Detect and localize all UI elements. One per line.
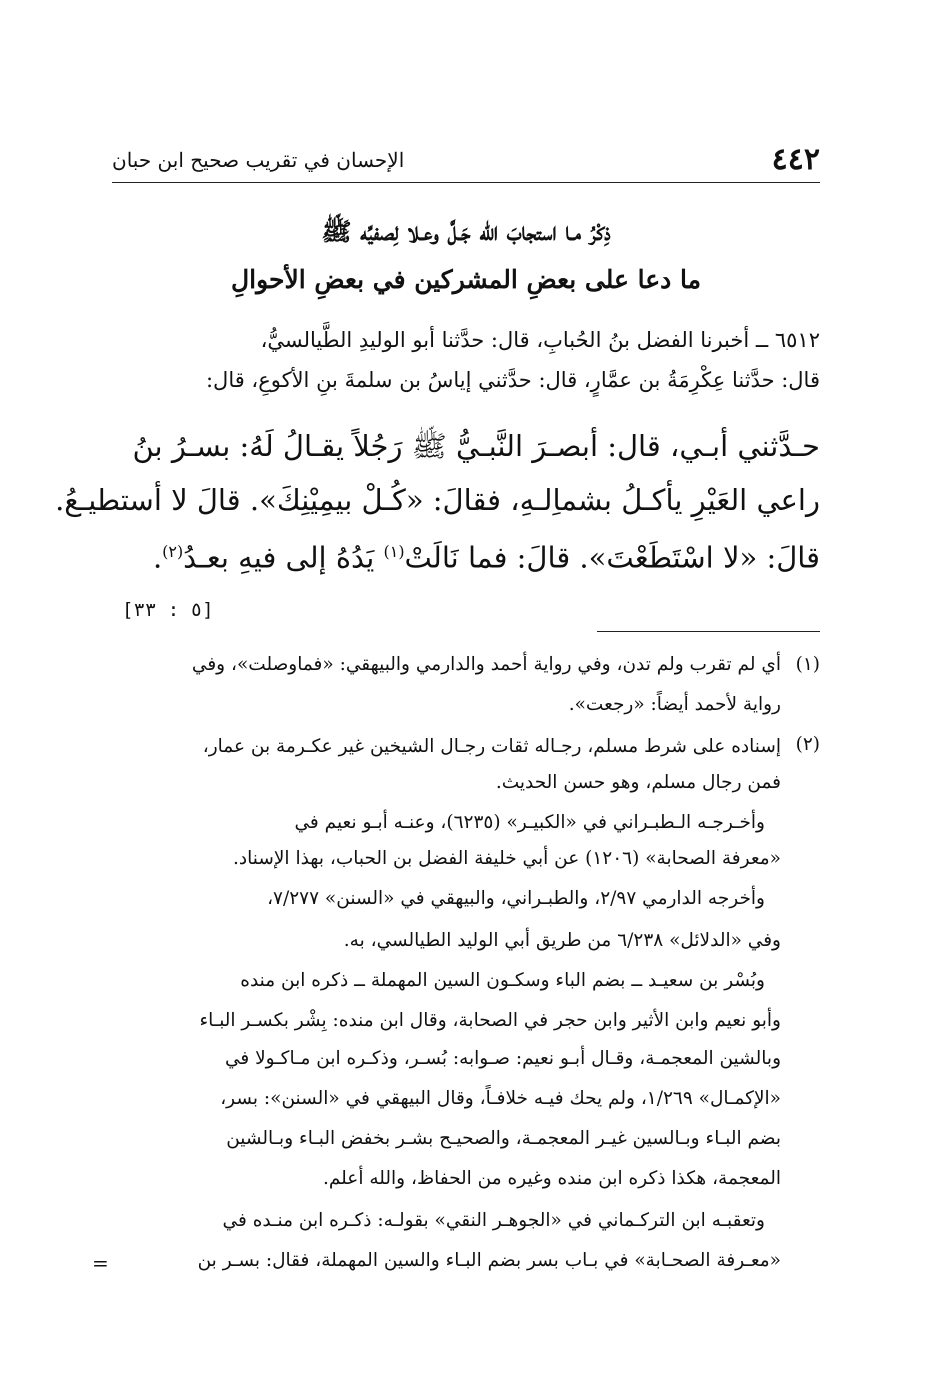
footnote-line: وأخرجه الدارمي ٢/٩٧، والطبـراني، والبيهقي في «السنن» ٧/٢٧٧، (267, 888, 765, 909)
footnote-line: «الإكمـال» ١/٢٦٩، ولم يحك فيـه خلافـاً، وقال البيهقي في «السنن»: بسر، (220, 1088, 781, 1109)
matn-text: يَدُهُ إلى فيهِ بعـدُ (183, 540, 384, 575)
matn-line: راعي العَيْرِ يأكـلُ بشماِلـهِ، فقالَ: «كُـلْ بيمِيْنِكَ». قالَ لا أستطيـعُ. (55, 483, 820, 517)
footnote-line: فمن رجال مسلم، وهو حسن الحديث. (495, 772, 781, 793)
footnote-line: «معـرفة الصحـابة» في بـاب بسر بضم البـاء والسين المهملة، فقال: بسـر بن (197, 1250, 781, 1271)
footnote-line: أي لم تقرب ولم تدن، وفي رواية أحمد والدارمي والبيهقي: «فماوصلت»، وفي (191, 654, 781, 675)
page-number: ٤٤٢ (771, 142, 820, 177)
running-header (112, 140, 820, 180)
footnote-ref[interactable]: (٢) (162, 542, 184, 561)
footnote-line: وبُسْر بن سعيـد ــ بضم الباء وسكـون السين المهملة ــ ذكره ابن منده (240, 970, 765, 991)
isnad-line: ٦٥١٢ ــ أخبرنا الفضل بنُ الحُبابِ، قال: حدَّثنا أبو الوليدِ الطَّيالسيُّ، (260, 328, 820, 352)
footnote-line: إسناده على شرط مسلم، رجـاله ثقات رجـال الشيخين غير عكـرمة بن عمار، (202, 736, 781, 757)
header-divider (112, 182, 820, 183)
footnote-line: وأبو نعيم وابن الأثير وابن حجر في الصحابة، وقال ابن منده: بِشْر بكسـر البـاء (199, 1010, 781, 1031)
matn-text: قالَ: «لا اسْتَطَعْتَ». قالَ: فما نَالَتْ (404, 540, 820, 575)
reference-bracket: [٥ : ٣٣] (122, 599, 214, 621)
footnote-line: وفي «الدلائل» ٦/٢٣٨ من طريق أبي الوليد الطيالسي، به. (343, 930, 781, 951)
book-title: الإحسان في تقريب صحيح ابن حبان (112, 148, 405, 172)
matn-text: . (152, 540, 163, 575)
footnote-divider (597, 631, 820, 632)
footnote-line: وتعقبـه ابن التركـماني في «الجوهـر النقي» بقولـه: ذكـره ابن منـده في (222, 1210, 765, 1231)
chapter-subheading: ما دعا على بعضِ المشركين في بعضِ الأحوالِ (231, 265, 701, 294)
isnad-line: قال: حدَّثنا عِكْرِمَةُ بن عمَّارٍ، قال: حدَّثني إياسُ بن سلمةَ بنِ الأكوعِ، قال: (205, 368, 820, 392)
continuation-mark: = (92, 1251, 109, 1275)
chapter-heading: ذِكْرُ مـا استجابَ الله جَـلَّ وعـلا لِصفيِّه ﷺ (321, 217, 611, 246)
footnote-line: «معرفة الصحابة» (١٢٠٦) عن أبي خليفة الفضل بن الحباب، بهذا الإسناد. (233, 848, 781, 869)
footnote-line: بضم البـاء وبـالسين غيـر المعجمـة، والصحيـح بشـر بخفض البـاء وبـالشين (226, 1128, 781, 1149)
footnote-line: المعجمة، هكذا ذكره ابن منده وغيره من الحفاظ، والله أعلم. (322, 1168, 781, 1189)
matn-line: حـدَّثني أبـي، قال: أبصـرَ النَّبـيُّ ﷺ رَجُلاً يقـالُ لَهُ: بسـرُ بنُ (132, 429, 820, 463)
matn-line (153, 528, 820, 582)
footnote-number: (١) (795, 654, 820, 675)
footnote-line: وأخـرجـه الـطبـراني في «الكبيـر» (٦٢٣٥)، وعنـه أبـو نعيم في (294, 812, 765, 833)
footnote-number: (٢) (795, 734, 820, 755)
footnote-line: رواية لأحمد أيضاً: «رجعت». (568, 694, 781, 715)
footnote-ref[interactable]: (١) (383, 542, 405, 561)
footnote-line: وبالشين المعجمـة، وقـال أبـو نعيم: صـوابه: بُسـر، وذكـره ابن مـاكـولا في (224, 1048, 781, 1069)
